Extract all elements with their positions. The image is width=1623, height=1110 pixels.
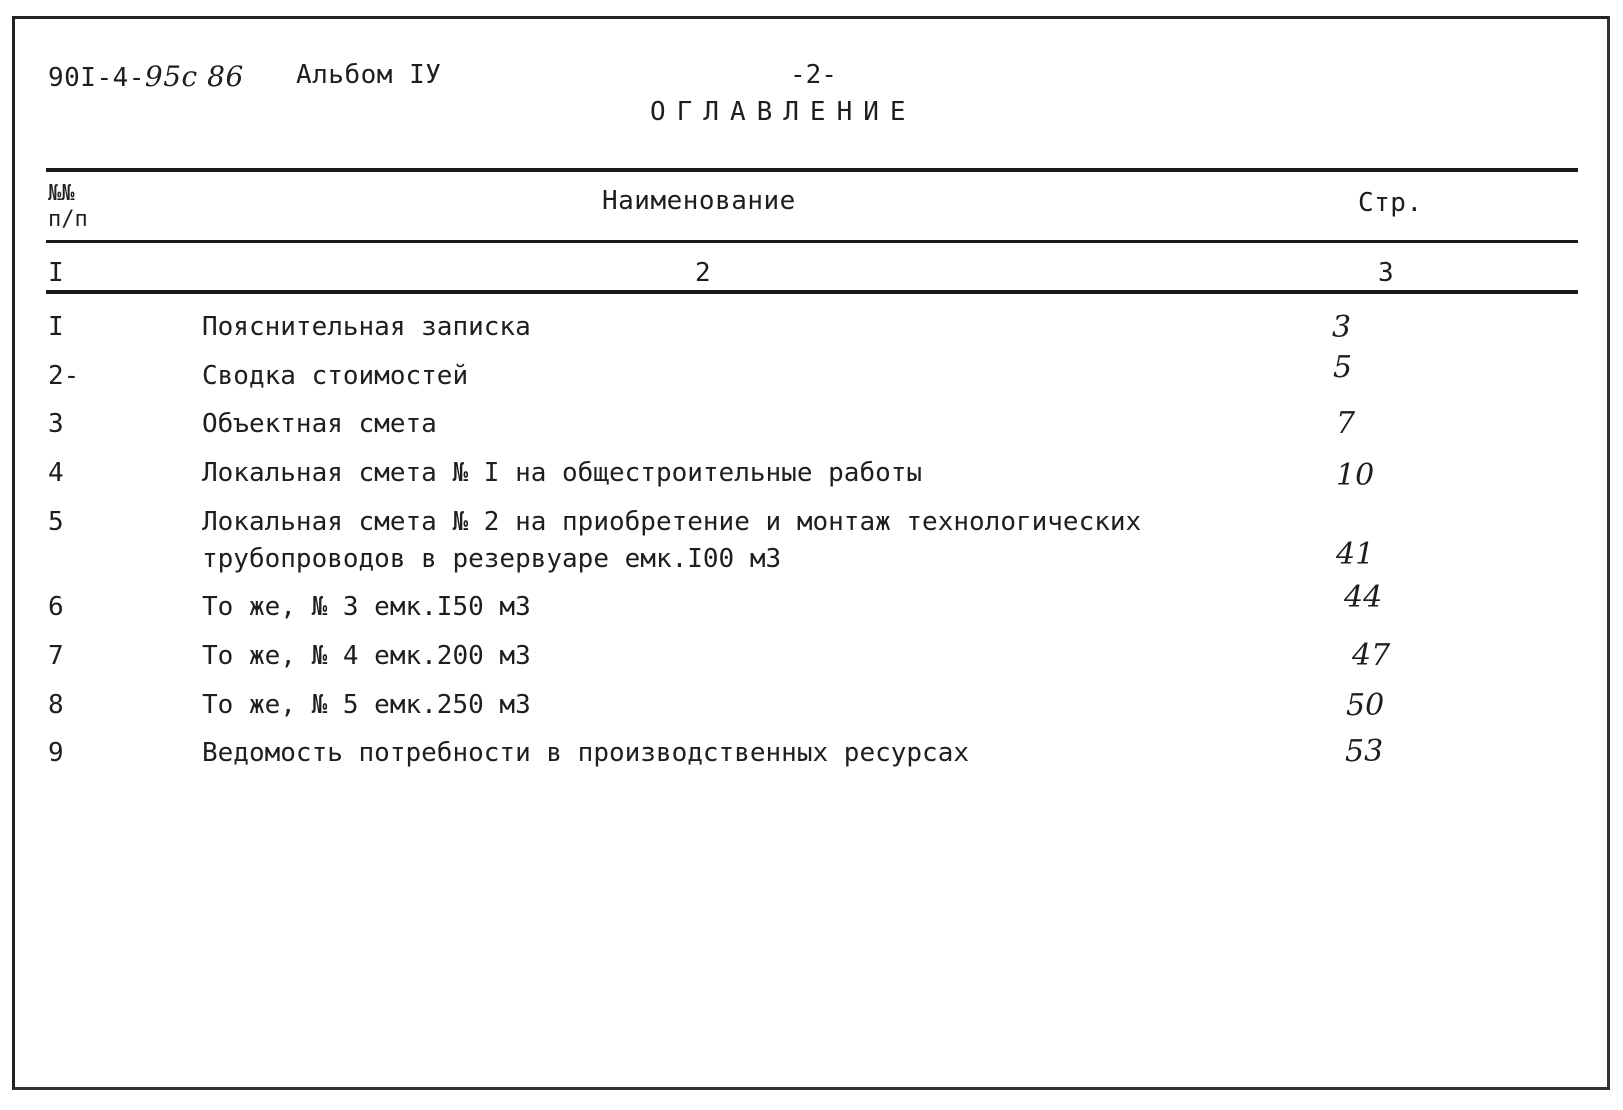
number-header-line1: №№: [48, 181, 75, 206]
row-7-name: То же, № 4 емк.200 м3: [202, 641, 531, 671]
row-5-name-line2: трубопроводов в резервуаре емк.I00 м3: [202, 544, 782, 574]
header-bottom-rule: [46, 240, 1578, 243]
index-bottom-rule: [46, 290, 1578, 294]
row-5-name-line1: Локальная смета № 2 на приобретение и монтаж технологических: [202, 507, 1142, 537]
column-index-2: 2: [695, 258, 712, 288]
page-number: -2-: [790, 60, 837, 90]
table-top-rule: [46, 168, 1578, 172]
row-2-number: 2-: [48, 361, 80, 391]
row-1-page: 3: [1332, 310, 1352, 345]
row-4-name: Локальная смета № I на общестроительные работы: [202, 458, 923, 488]
row-3-number: 3: [48, 409, 64, 439]
document-code: [48, 60, 244, 93]
document-code-handwritten: 95с 86: [144, 60, 244, 93]
page-title: ОГЛАВЛЕНИЕ: [650, 97, 917, 127]
row-9-name: Ведомость потребности в производственных ресурсах: [202, 738, 970, 768]
row-7-number: 7: [48, 641, 64, 671]
page-column-header: Стр.: [1358, 188, 1423, 218]
number-header-line2: п/п: [48, 207, 88, 232]
row-6-page: 44: [1344, 580, 1383, 615]
row-3-page: 7: [1336, 406, 1356, 441]
name-column-header: Наименование: [602, 186, 796, 216]
album-label: Альбом IУ: [296, 60, 442, 90]
document-code-printed: 90I-4-: [48, 63, 145, 93]
row-4-number: 4: [48, 458, 64, 488]
row-3-name: Объектная смета: [202, 409, 437, 439]
row-2-name: Сводка стоимостей: [202, 361, 469, 391]
column-index-3: 3: [1378, 258, 1395, 288]
row-5-page: 41: [1336, 537, 1375, 572]
row-9-number: 9: [48, 738, 64, 768]
row-4-page: 10: [1336, 458, 1375, 493]
row-6-number: 6: [48, 592, 64, 622]
row-1-name: Пояснительная записка: [202, 312, 531, 342]
column-index-1: I: [48, 258, 65, 288]
row-8-page: 50: [1346, 688, 1385, 723]
row-5-number: 5: [48, 507, 64, 537]
row-8-name: То же, № 5 емк.250 м3: [202, 690, 531, 720]
row-2-page: 5: [1333, 350, 1353, 385]
row-8-number: 8: [48, 690, 64, 720]
row-1-number: I: [48, 312, 64, 342]
row-6-name: То же, № 3 емк.I50 м3: [202, 592, 531, 622]
row-9-page: 53: [1345, 734, 1384, 769]
number-column-header: [48, 181, 88, 233]
row-7-page: 47: [1352, 638, 1391, 673]
